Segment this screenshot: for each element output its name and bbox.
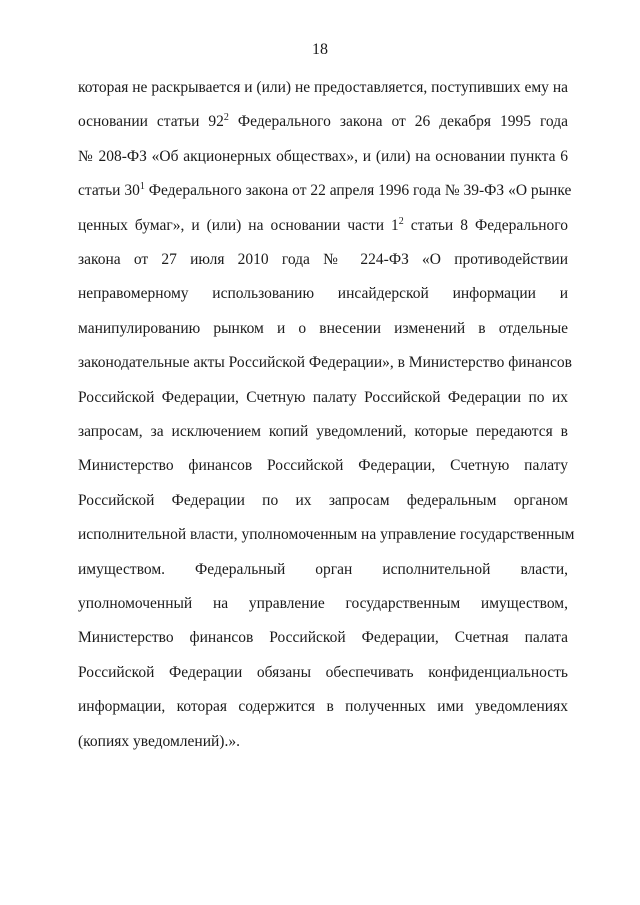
text-line: [78, 490, 568, 512]
text-run: неправомерному использованию инсайдерской информации и: [78, 285, 568, 303]
text-line: [78, 421, 568, 443]
text-run: которая не раскрывается и (или) не предоставляется, поступивших ему на: [78, 79, 568, 96]
text-line: [78, 352, 573, 374]
superscript: 2: [398, 215, 404, 227]
text-run: № 208-ФЗ «Об акционерных обществах», и (или) на основании пункта 6: [78, 147, 568, 165]
text-run: имуществом. Федеральный орган исполнительной власти,: [78, 560, 568, 578]
text-run: Федерального закона от 26 декабря 1995 года: [228, 113, 569, 131]
text-line: [78, 111, 568, 133]
text-line: [78, 146, 568, 168]
superscript: 2: [223, 112, 229, 124]
text-run: статьи 8 Федерального: [403, 216, 568, 234]
text-run: (копиях уведомлений).».: [78, 732, 240, 750]
text-line: [78, 524, 575, 546]
text-line: [78, 180, 572, 202]
text-line: [78, 318, 568, 340]
text-line: [78, 387, 568, 409]
text-line: [78, 455, 568, 477]
text-run: уполномоченный на управление государственным имуществом,: [78, 595, 568, 612]
text-run: информации, которая содержится в полученных ими уведомлениях: [78, 698, 568, 716]
text-run: статьи 30: [78, 182, 140, 200]
text-line: [78, 215, 568, 237]
text-run: Российской Федерации по их запросам федеральным органом: [78, 491, 568, 509]
text-run: закона от 27 июля 2010 года № 224-ФЗ «О противодействии: [78, 251, 568, 268]
text-line: [78, 696, 568, 718]
text-line: [78, 662, 568, 684]
superscript: 1: [139, 181, 145, 193]
text-run: манипулированию рынком и о внесении изменений в отдельные: [78, 319, 568, 337]
text-line: [78, 77, 568, 99]
text-run: исполнительной власти, уполномоченным на управление государственным: [78, 526, 575, 544]
text-line: [78, 731, 568, 753]
text-run: Министерство финансов Российской Федерации, Счетную палату: [78, 457, 568, 475]
text-run: запросам, за исключением копий уведомлений, которые передаются в: [78, 423, 568, 440]
text-run: основании статьи 92: [78, 113, 224, 131]
text-line: [78, 283, 568, 305]
page-number: 18: [312, 41, 328, 58]
text-line: [78, 627, 568, 649]
text-line: [78, 559, 568, 581]
text-run: законодательные акты Российской Федерации», в Министерство финансов: [78, 354, 573, 372]
text-run: Российской Федерации обязаны обеспечивать конфиденциальность: [78, 663, 568, 681]
text-line: [78, 593, 568, 615]
text-run: Министерство финансов Российской Федерации, Счетная палата: [78, 629, 568, 647]
text-run: ценных бумаг», и (или) на основании части 1: [78, 216, 399, 234]
text-run: Федерального закона от 22 апреля 1996 года № 39-ФЗ «О рынке: [144, 182, 572, 200]
text-run: Российской Федерации, Счетную палату Российской Федерации по их: [78, 388, 568, 406]
text-line: [78, 249, 568, 271]
